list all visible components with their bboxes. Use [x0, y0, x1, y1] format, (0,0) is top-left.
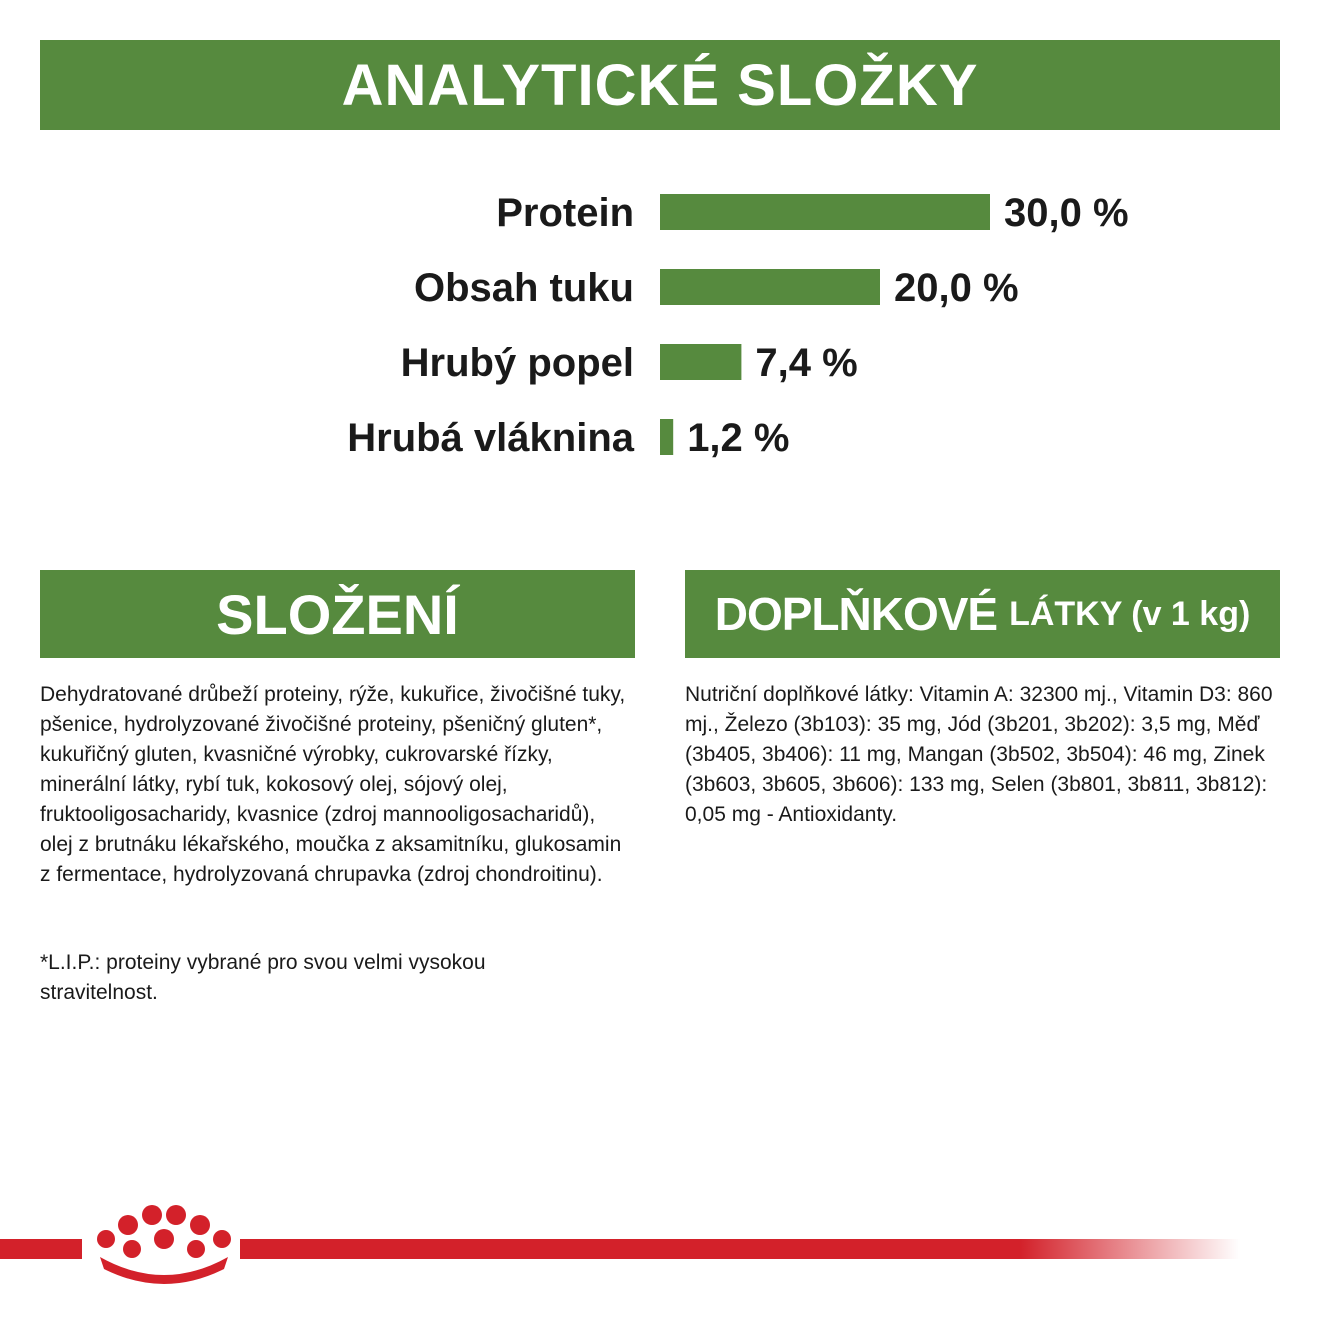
bar-value-label: 30,0 %: [1004, 191, 1129, 235]
bar-label: Obsah tuku: [413, 266, 634, 310]
additives-text: Nutriční doplňkové látky: Vitamin A: 32300 mj., Vitamin D3: 860 mj., Železo (3b103): 35 mg, Jód (3b201, 3b202): 3,5 mg, Měď (3b405, 3b406): 11 mg, Mangan (3b502, 3b504): 46 mg, Zinek (3b603, 3b605, 3b606): 133 mg, Selen (3b801, 3b811, 3b812): 0,05 mg - Antioxidanty.: [685, 683, 1273, 826]
bar: [660, 194, 990, 230]
doplnkove-banner: [685, 570, 1280, 658]
bar-value-label: 20,0 %: [894, 266, 1019, 310]
page-title: ANALYTICKÉ SLOŽKY: [341, 52, 979, 118]
bar-label: Hrubá vláknina: [347, 416, 634, 460]
page-title-banner: [40, 40, 1280, 130]
slozeni-banner: [40, 570, 635, 658]
bar: [660, 419, 673, 455]
doplnkove-title-sub: LÁTKY (v 1 kg): [1009, 594, 1251, 633]
composition-text: Dehydratované drůbeží proteiny, rýže, kukuřice, živočišné tuky, pšenice, hydrolyzované živočišné proteiny, pšeničný gluten*, kukuřičný gluten, kvasničné výrobky, cukrovarské řízky, minerální látky, rybí tuk, kokosový olej, sójový olej, fruktooligosacharidy, kvasnice (zdroj mannooligosacharidů), olej z brutnáku lékařského, moučka z aksamitníku, glukosamin z fermentace, hydrolyzovaná chrupavka (zdroj chondroitinu).: [40, 683, 626, 886]
bar-label: Hrubý popel: [400, 341, 634, 385]
bar-label: Protein: [496, 191, 634, 235]
crown-icon: [92, 1205, 236, 1285]
bar-value-label: 7,4 %: [755, 341, 858, 385]
bar: [660, 269, 880, 305]
analytic-bar-chart: [0, 170, 1320, 490]
bar: [660, 344, 741, 380]
slozeni-title: SLOŽENÍ: [216, 582, 459, 646]
bar-value-label: 1,2 %: [687, 416, 790, 460]
doplnkove-title-main: DOPLŇKOVÉ: [714, 588, 998, 640]
lip-footnote: *L.I.P.: proteiny vybrané pro svou velmi vysokou stravitelnost.: [40, 951, 486, 1004]
